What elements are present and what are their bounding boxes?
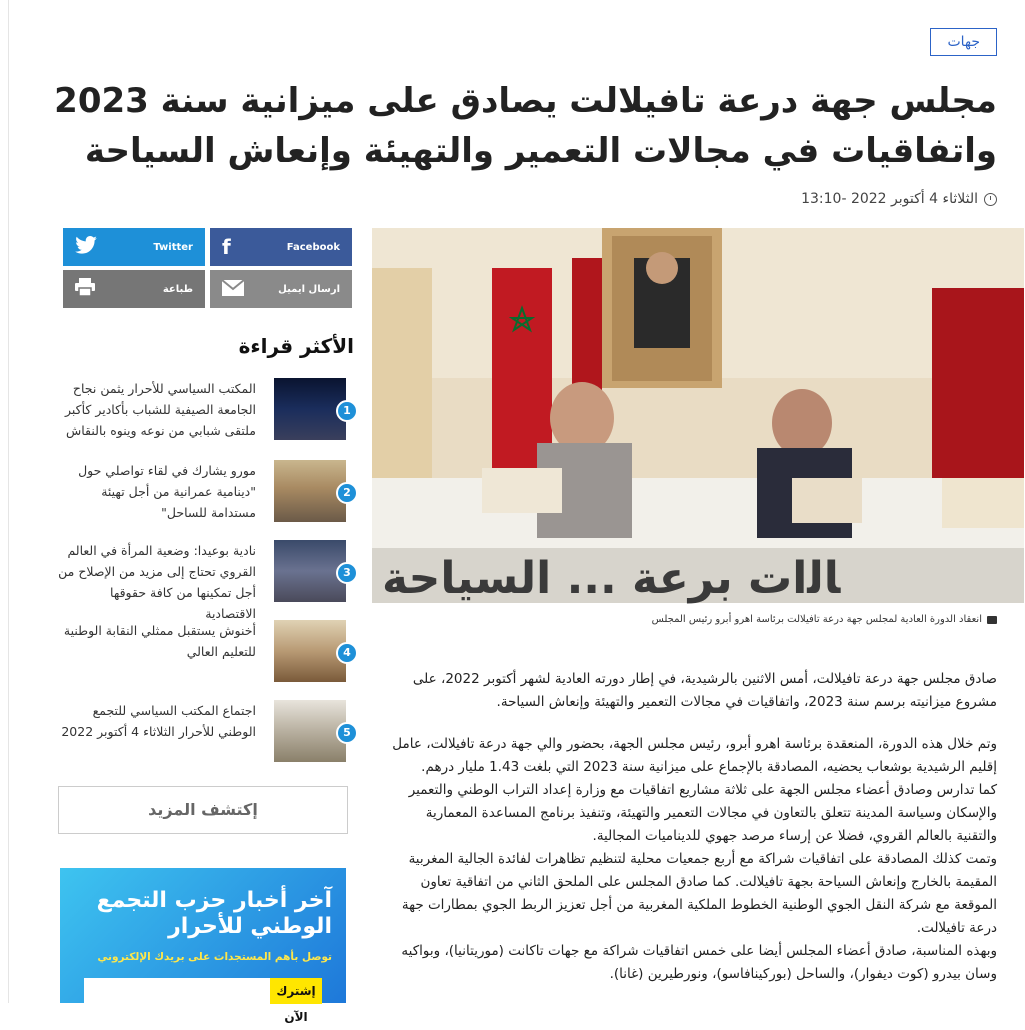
rank-badge: 5 [336,722,358,744]
most-read-link[interactable]: المكتب السياسي للأحرار يثمن نجاح الجامعة الصيفية للشباب بأكادير كأكبر ملتقى شبابي من نوعه وينوه بالنقاش [65,381,256,438]
most-read-link[interactable]: نادية بوعيدا: وضعية المرأة في العالم القروي تحتاج إلى مزيد من الإصلاح من أجل تمكينها من كافة حقوقها الاقتصادية [58,543,256,621]
paragraph: وتم خلال هذه الدورة، المنعقدة برئاسة اهرو أبرو، رئيس مجلس الجهة، بحضور والي جهة درعة تافيلالت، عامل إقليم الرشيدية بوشعاب يحضيه، المصادقة بالإجماع على ميزانية سنة 2023 التي بلغت 1.43 مليار درهم. [392,736,997,775]
newsletter-banner [60,868,346,1024]
facebook-icon: f [222,235,231,259]
twitter-icon [75,235,97,259]
facebook-share-button[interactable] [210,228,352,266]
caption-text: انعقاد الدورة العادية لمجلس جهة درعة تافيلالت برئاسة اهرو أبرو رئيس المجلس [651,614,982,625]
date-text: الثلاثاء 4 أكتوبر 2022 -13:10 [801,191,978,207]
image-caption [652,614,997,625]
meeting-photo [372,228,1024,603]
print-button[interactable] [63,270,205,308]
twitter-share-button[interactable] [63,228,205,266]
most-read-item[interactable] [58,700,352,772]
email-share-button[interactable] [210,270,352,308]
clock-icon [984,193,997,206]
most-read-item[interactable] [58,540,352,621]
most-read-link[interactable]: اجتماع المكتب السياسي للتجمع الوطني للأحرار الثلاثاء 4 أكتوبر 2022 [61,703,256,739]
rank-badge: 1 [336,400,358,422]
newsletter-title: آخر أخبار حزب التجمع الوطني للأحرار [96,888,332,939]
most-read-item[interactable] [58,378,352,450]
envelope-icon [222,277,244,301]
email-label: ارسال ايميل [278,283,340,295]
svg-text:ﺎﻟات ﺑﺮﻋﺔ ... ﺍﻟﺴﻴﺎﺣﺔ: ﺎﻟات ﺑﺮﻋﺔ ... ﺍﻟﺴﻴﺎﺣﺔ [382,553,841,604]
print-label: طباعة [162,283,193,295]
rank-badge: 3 [336,562,358,584]
most-read-item[interactable] [58,460,352,532]
most-read-link[interactable]: أخنوش يستقبل ممثلي النقابة الوطنية للتعليم العالي [63,623,256,659]
paragraph: وبهذه المناسبة، صادق أعضاء المجلس أيضا على خمس اتفاقيات شراكة مع جهات تاكانت (موريتانيا)، وبواكيه وسان بيدرو (كوت ديفوار)، والساحل (بوركينافاسو)، ونورطيرين (غانا). [401,943,997,982]
paragraph: كما تدارس وصادق أعضاء مجلس الجهة على ثلاثة مشاريع اتفاقيات مع وزارة إعداد التراب الوطني والتعمير والإسكان وسياسة المدينة تتعلق بالتعاون في مجالات التعمير والتهيئة، وتنفيذ برنامج المساعدة المعمارية والتقنية بالعالم القروي، فضلا عن إرساء مرصد جهوي للديناميات المجالية. [408,782,997,844]
most-read-link[interactable]: مورو يشارك في لقاء تواصلي حول "دينامية عمرانية من أجل تهيئة مستدامة للساحل" [78,463,256,520]
paragraph: صادق مجلس جهة درعة تافيلالت، أمس الاثنين بالرشيدية، في إطار دورته العادية لشهر أكتوبر 2022، على مشروع ميزانيته برسم سنة 2023، واتفاقيات في مجالات التعمير والتهيئة وإنعاش السياحة. [412,671,997,710]
rank-badge: 2 [336,482,358,504]
article-image [372,228,1024,603]
facebook-label: Facebook [286,241,340,253]
category-tag[interactable]: جهات [930,28,997,56]
most-read-heading: الأكثر قراءة [238,334,354,358]
camera-icon [987,616,997,624]
paragraph: وتمت كذلك المصادقة على اتفاقيات شراكة مع أربع جمعيات محلية لتنظيم تظاهرات لفائدة الجالية المغربية المقيمة بالخارج وإنعاش السياحة بجهة تافيلالت. كما صادق المجلس على الملحق الثاني من اتفاقية تعاون الموقعة مع شركة النقل الجوي الوطنية الخطوط الملكية المغربية من أجل تعزيز الربط الجوي بمطارات جهة درعة تافيلالت. [401,851,997,936]
discover-more-button[interactable]: إكتشف المزيد [58,786,348,834]
article-title: مجلس جهة درعة تافيلالت يصادق على ميزانية سنة 2023 واتفاقيات في مجالات التعمير والتهيئة وإنعاش السياحة [54,81,997,171]
twitter-label: Twitter [153,241,193,253]
most-read-item[interactable] [58,620,352,692]
subscribe-button[interactable]: إشترك الآن [270,978,322,1004]
newsletter-subtitle: توصل بأهم المستجدات على بريدك الإلكتروني [97,951,332,963]
article-body [384,668,997,986]
article-date [801,191,997,207]
printer-icon [75,277,95,301]
rank-badge: 4 [336,642,358,664]
